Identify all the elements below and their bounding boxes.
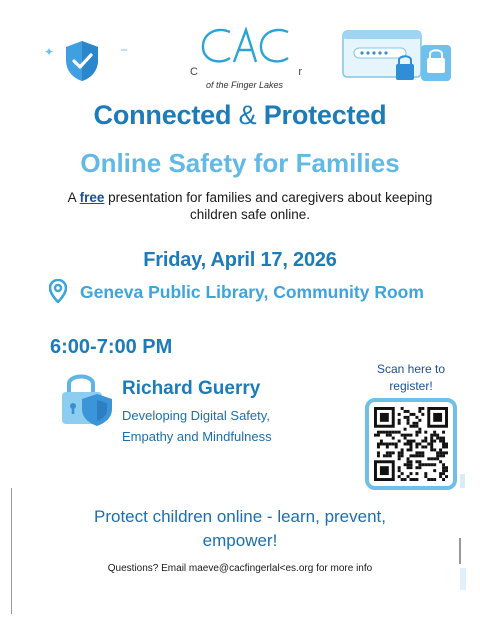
logo-tagline: of the Finger Lakes	[206, 80, 284, 90]
speaker-topic	[122, 405, 322, 447]
contact-footer: Questions? Email maeve@cacfingerlal<es.org for more info	[107, 563, 373, 574]
register-line2: register!	[389, 379, 433, 393]
browser-lock-icon	[341, 28, 454, 90]
register-prompt	[366, 361, 456, 395]
scan-edge-mark	[460, 474, 465, 488]
qr-code-icon[interactable]	[374, 407, 448, 481]
speaker-name: Richard Guerry	[122, 378, 261, 399]
description-free: free	[79, 190, 105, 205]
event-time: 6:00-7:00 PM	[50, 336, 173, 358]
subtitle: Online Safety for Families	[80, 148, 400, 178]
logo-letter-left: C	[190, 66, 198, 78]
qr-code-frame[interactable]	[365, 398, 457, 490]
headline-right: Protected	[263, 100, 387, 130]
dash-decoration	[121, 49, 127, 51]
event-date: Friday, April 17, 2026	[143, 249, 337, 271]
lock-shield-icon	[59, 370, 115, 428]
logo-mark-icon	[196, 24, 296, 68]
shield-check-icon	[64, 40, 100, 82]
organization-logo	[190, 22, 302, 94]
location-pin-icon	[49, 279, 67, 303]
call-to-action	[0, 505, 480, 553]
headline	[0, 100, 480, 131]
scan-edge-line	[11, 488, 12, 614]
cta-line1: Protect children online - learn, prevent,	[94, 507, 386, 526]
scan-edge-line	[459, 538, 461, 564]
description-rest: presentation for families and caregivers about keeping children safe online.	[108, 190, 433, 222]
scan-edge-mark	[460, 568, 466, 590]
cta-line2: empower!	[202, 531, 278, 550]
headline-ampersand: &	[238, 100, 257, 130]
speaker-topic-line1: Developing Digital Safety,	[122, 408, 270, 423]
description	[60, 189, 440, 223]
description-prefix: A	[67, 190, 76, 205]
headline-left: Connected	[93, 100, 232, 130]
event-location: Geneva Public Library, Community Room	[80, 282, 424, 302]
logo-letter-right: r	[298, 66, 302, 78]
speaker-topic-line2: Empathy and Mindfulness	[122, 429, 272, 444]
register-line1: Scan here to	[376, 362, 446, 376]
sparkle-icon: ✦	[44, 45, 55, 59]
